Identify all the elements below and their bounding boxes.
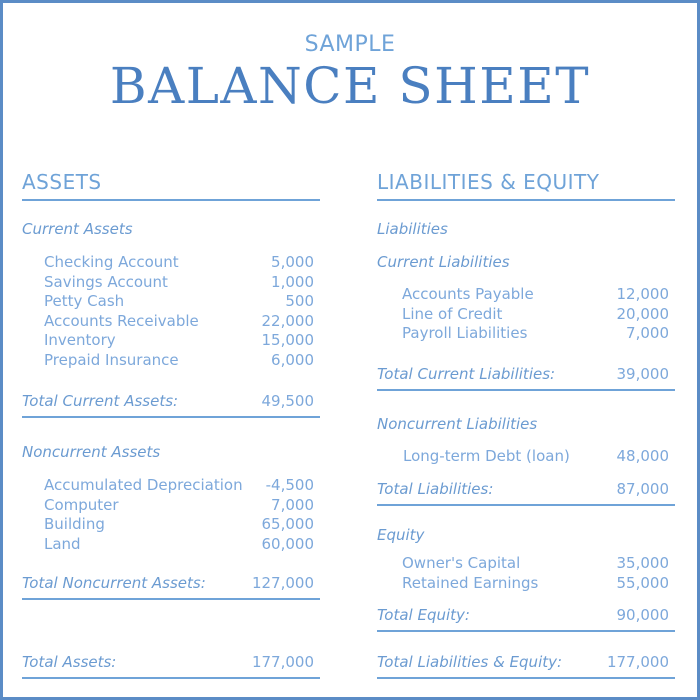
list-item xyxy=(402,324,669,344)
item-value: 6,000 xyxy=(271,350,314,369)
item-name: Building xyxy=(44,515,105,533)
current-liabilities-label: Current Liabilities xyxy=(377,253,510,271)
total-value: 49,500 xyxy=(261,392,314,410)
total-label: Total Equity: xyxy=(377,606,470,624)
liabilities-equity-heading: LIABILITIES & EQUITY xyxy=(377,170,675,201)
item-name: Payroll Liabilities xyxy=(402,324,528,342)
item-value: 20,000 xyxy=(616,304,669,323)
item-value: 5,000 xyxy=(271,253,314,271)
item-value: 60,000 xyxy=(261,534,314,553)
item-value: 7,000 xyxy=(271,495,314,514)
item-value: -4,500 xyxy=(265,476,314,494)
noncurrent-assets-label: Noncurrent Assets xyxy=(22,443,161,461)
total-current-liabilities-row xyxy=(377,365,675,391)
list-item xyxy=(44,292,314,312)
total-value: 177,000 xyxy=(251,653,314,671)
total-label: Total Noncurrent Assets: xyxy=(22,574,206,592)
list-item xyxy=(44,331,314,351)
list-item xyxy=(44,496,314,516)
total-liabilities-row xyxy=(377,480,675,506)
current-assets-list xyxy=(44,253,314,370)
document-title: BALANCE SHEET xyxy=(109,57,591,115)
list-item xyxy=(44,253,314,273)
list-item xyxy=(402,305,669,325)
item-value: 1,000 xyxy=(271,272,314,291)
item-value: 500 xyxy=(285,292,314,310)
total-label: Total Liabilities: xyxy=(377,480,494,498)
item-name: Line of Credit xyxy=(402,304,503,323)
item-name: Computer xyxy=(44,495,119,514)
item-value: 35,000 xyxy=(616,554,669,572)
item-value: 12,000 xyxy=(616,285,669,303)
current-assets-label: Current Assets xyxy=(22,220,133,238)
item-name: Petty Cash xyxy=(44,292,125,310)
item-name: Accumulated Depreciation xyxy=(44,476,243,494)
list-item xyxy=(44,312,314,332)
item-value: 22,000 xyxy=(261,311,314,330)
list-item xyxy=(402,574,669,594)
assets-heading: ASSETS xyxy=(22,170,320,201)
total-value: 177,000 xyxy=(606,653,669,671)
liabilities-equity-column xyxy=(377,170,675,671)
item-name: Accounts Receivable xyxy=(44,311,199,330)
equity-label: Equity xyxy=(377,526,425,544)
total-assets-row xyxy=(22,653,320,679)
liabilities-label: Liabilities xyxy=(377,220,448,238)
total-label: Total Assets: xyxy=(22,653,117,671)
item-value: 48,000 xyxy=(616,447,669,465)
assets-column xyxy=(22,170,320,671)
list-item xyxy=(44,351,314,371)
item-name: Checking Account xyxy=(44,253,179,271)
item-name: Retained Earnings xyxy=(402,573,539,592)
item-name: Land xyxy=(44,534,81,553)
item-value: 55,000 xyxy=(616,573,669,592)
equity-list xyxy=(402,554,669,593)
list-item xyxy=(44,515,314,535)
item-value: 7,000 xyxy=(626,324,669,342)
list-item xyxy=(402,285,669,305)
total-label: Total Liabilities & Equity: xyxy=(377,653,563,671)
list-item xyxy=(403,447,669,467)
item-name: Owner's Capital xyxy=(402,554,521,572)
noncurrent-liabilities-list xyxy=(403,447,669,467)
item-value: 15,000 xyxy=(261,331,314,349)
item-name: Savings Account xyxy=(44,272,168,291)
item-name: Accounts Payable xyxy=(402,285,534,303)
total-liabilities-equity-row xyxy=(377,653,675,679)
item-name: Inventory xyxy=(44,331,116,349)
total-value: 87,000 xyxy=(616,480,669,498)
list-item xyxy=(44,476,314,496)
total-equity-row xyxy=(377,606,675,632)
noncurrent-assets-list xyxy=(44,476,314,554)
item-name: Long-term Debt (loan) xyxy=(403,447,570,465)
noncurrent-liabilities-label: Noncurrent Liabilities xyxy=(377,415,538,433)
list-item xyxy=(44,535,314,555)
total-value: 127,000 xyxy=(251,574,314,592)
total-value: 90,000 xyxy=(616,606,669,624)
list-item xyxy=(402,554,669,574)
list-item xyxy=(44,273,314,293)
total-label: Total Current Liabilities: xyxy=(377,365,556,383)
total-noncurrent-assets-row xyxy=(22,574,320,600)
current-liabilities-list xyxy=(402,285,669,344)
total-label: Total Current Assets: xyxy=(22,392,179,410)
item-value: 65,000 xyxy=(261,515,314,533)
total-value: 39,000 xyxy=(616,365,669,383)
total-current-assets-row xyxy=(22,392,320,418)
document-subtitle: SAMPLE xyxy=(304,32,396,57)
item-name: Prepaid Insurance xyxy=(44,350,179,369)
